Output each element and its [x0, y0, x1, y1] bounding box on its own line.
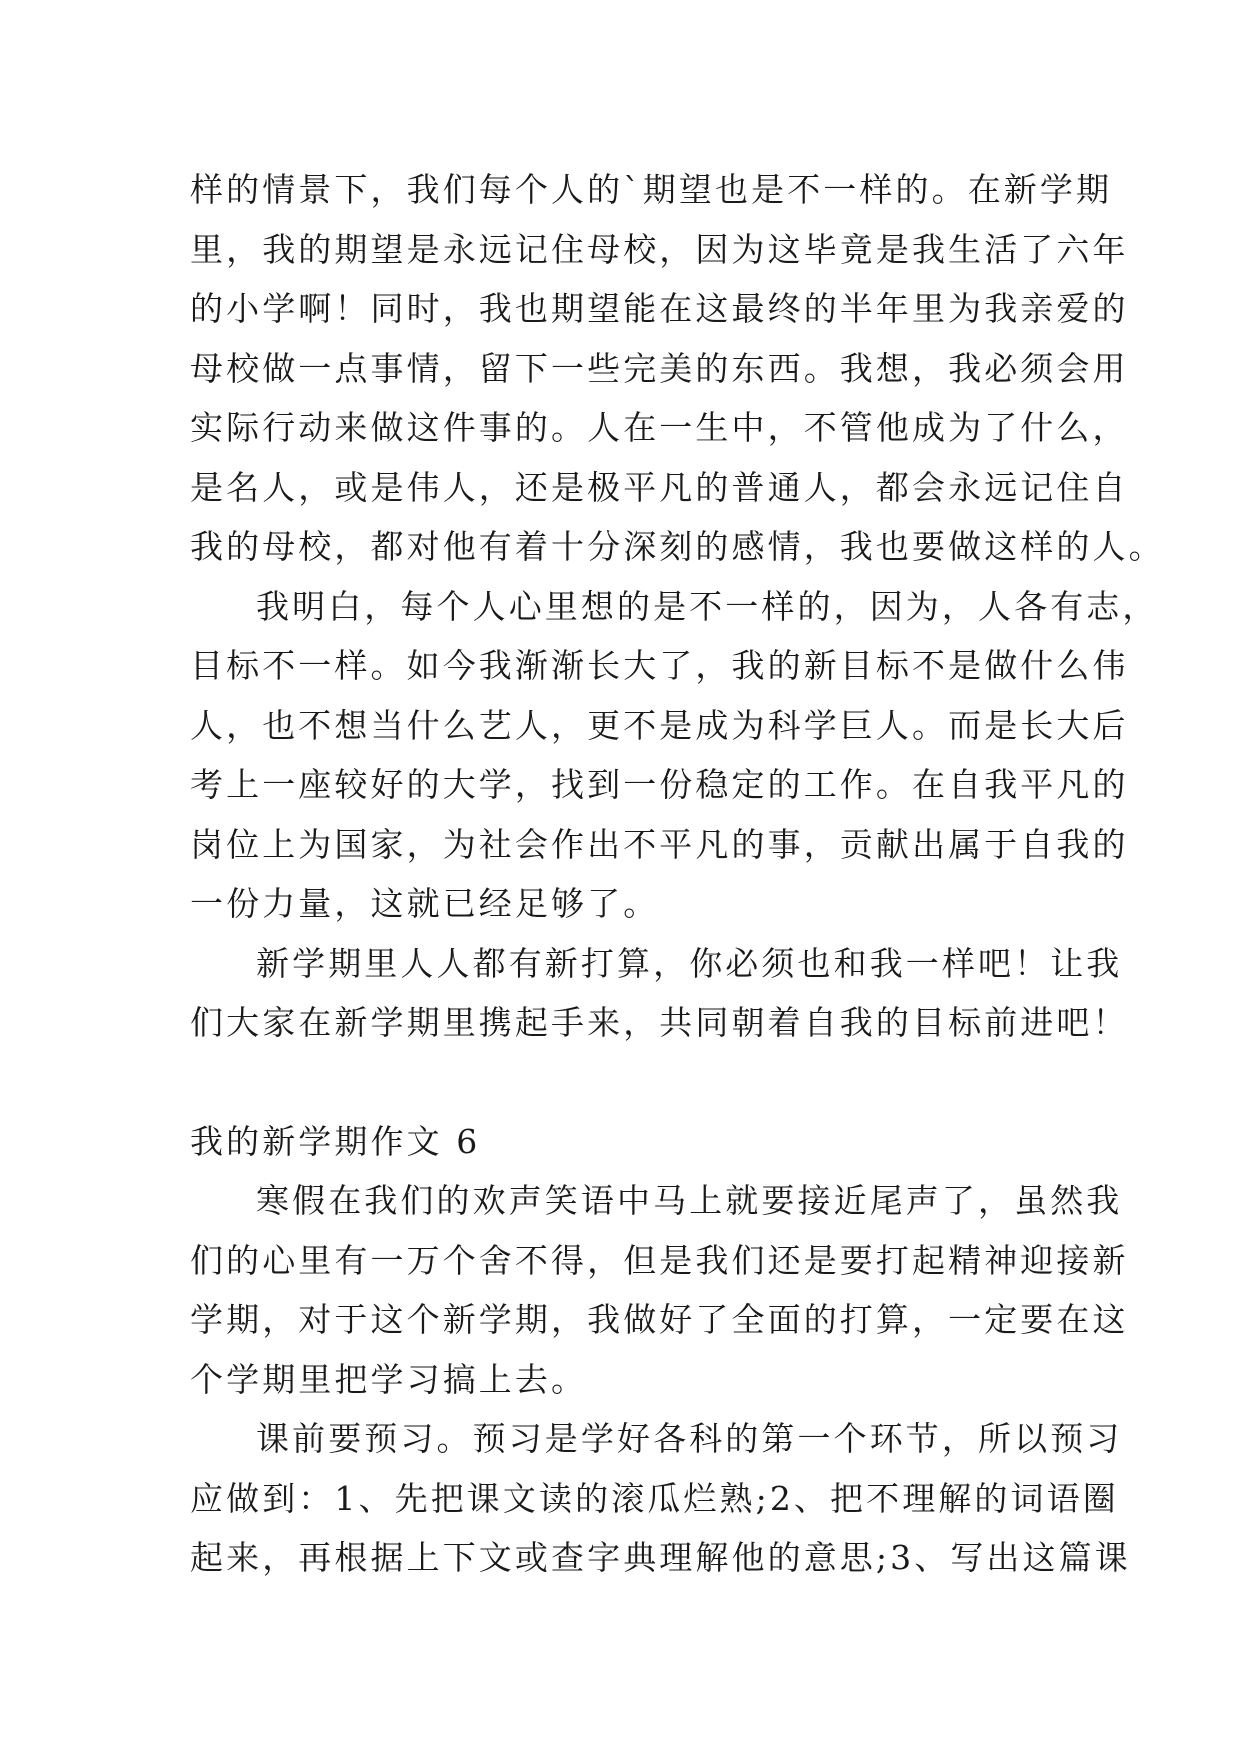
text-line: 考上一座较好的大学，找到一份稳定的工作。在自我平凡的 — [190, 765, 1129, 804]
paragraph — [190, 577, 1159, 934]
text-line: 人，也不想当什么艺人，更不是成为科学巨人。而是长大后 — [190, 705, 1129, 745]
text-line: 的小学啊！同时，我也期望能在这最终的半年里为我亲爱的 — [190, 289, 1129, 328]
text-line: 目标不一样。如今我渐渐长大了，我的新目标不是做什么伟 — [190, 646, 1129, 685]
text-line: 一份力量，这就已经足够了。 — [190, 884, 660, 923]
text-line: 们的心里有一万个舍不得，但是我们还是要打起精神迎接新 — [190, 1240, 1129, 1280]
text-line: 我明白，每个人心里想的是不一样的，因为，人各有志， — [256, 586, 1159, 626]
text-line: 学期，对于这个新学期，我做好了全面的打算，一定要在这 — [190, 1300, 1129, 1339]
paragraph — [190, 934, 1129, 1053]
text-line: 是名人，或是伟人，还是极平凡的普通人，都会永远记住自 — [190, 467, 1129, 507]
heading-text: 我的新学期作文 6 — [190, 1121, 481, 1161]
text-line: 实际行动来做这件事的。人在一生中，不管他成为了什么， — [190, 408, 1129, 447]
text-line: 样的情景下，我们每个人的`期望也是不一样的。在新学期 — [190, 170, 1113, 209]
text-line: 起来，再根据上下文或查字典理解他的意思;3、写出这篇课 — [190, 1538, 1131, 1577]
text-line: 应做到：1、先把课文读的滚瓜烂熟;2、把不理解的词语圈 — [190, 1478, 1119, 1518]
paragraph-continued — [190, 160, 1165, 577]
text-line: 里，我的期望是永远记住母校，因为这毕竟是我生活了六年 — [190, 229, 1129, 269]
text-line: 个学期里把学习搞上去。 — [190, 1359, 588, 1399]
text-line: 课前要预习。预习是学好各科的第一个环节，所以预习 — [256, 1419, 1123, 1458]
text-line: 我的母校，都对他有着十分深刻的感情，我也要做这样的人。 — [190, 527, 1165, 566]
text-line: 寒假在我们的欢声笑语中马上就要接近尾声了，虽然我 — [256, 1181, 1123, 1220]
text-line: 岗位上为国家，为社会作出不平凡的事，贡献出属于自我的 — [190, 824, 1129, 864]
paragraph — [190, 1171, 1129, 1409]
paragraph — [190, 1409, 1131, 1588]
document-body — [190, 160, 1165, 1588]
text-line: 新学期里人人都有新打算，你必须也和我一样吧！让我 — [256, 943, 1123, 983]
text-line: 们大家在新学期里携起手来，共同朝着自我的目标前进吧！ — [190, 1003, 1129, 1042]
section-heading — [190, 1112, 1055, 1172]
text-line: 母校做一点事情，留下一些完美的东西。我想，我必须会用 — [190, 348, 1129, 388]
